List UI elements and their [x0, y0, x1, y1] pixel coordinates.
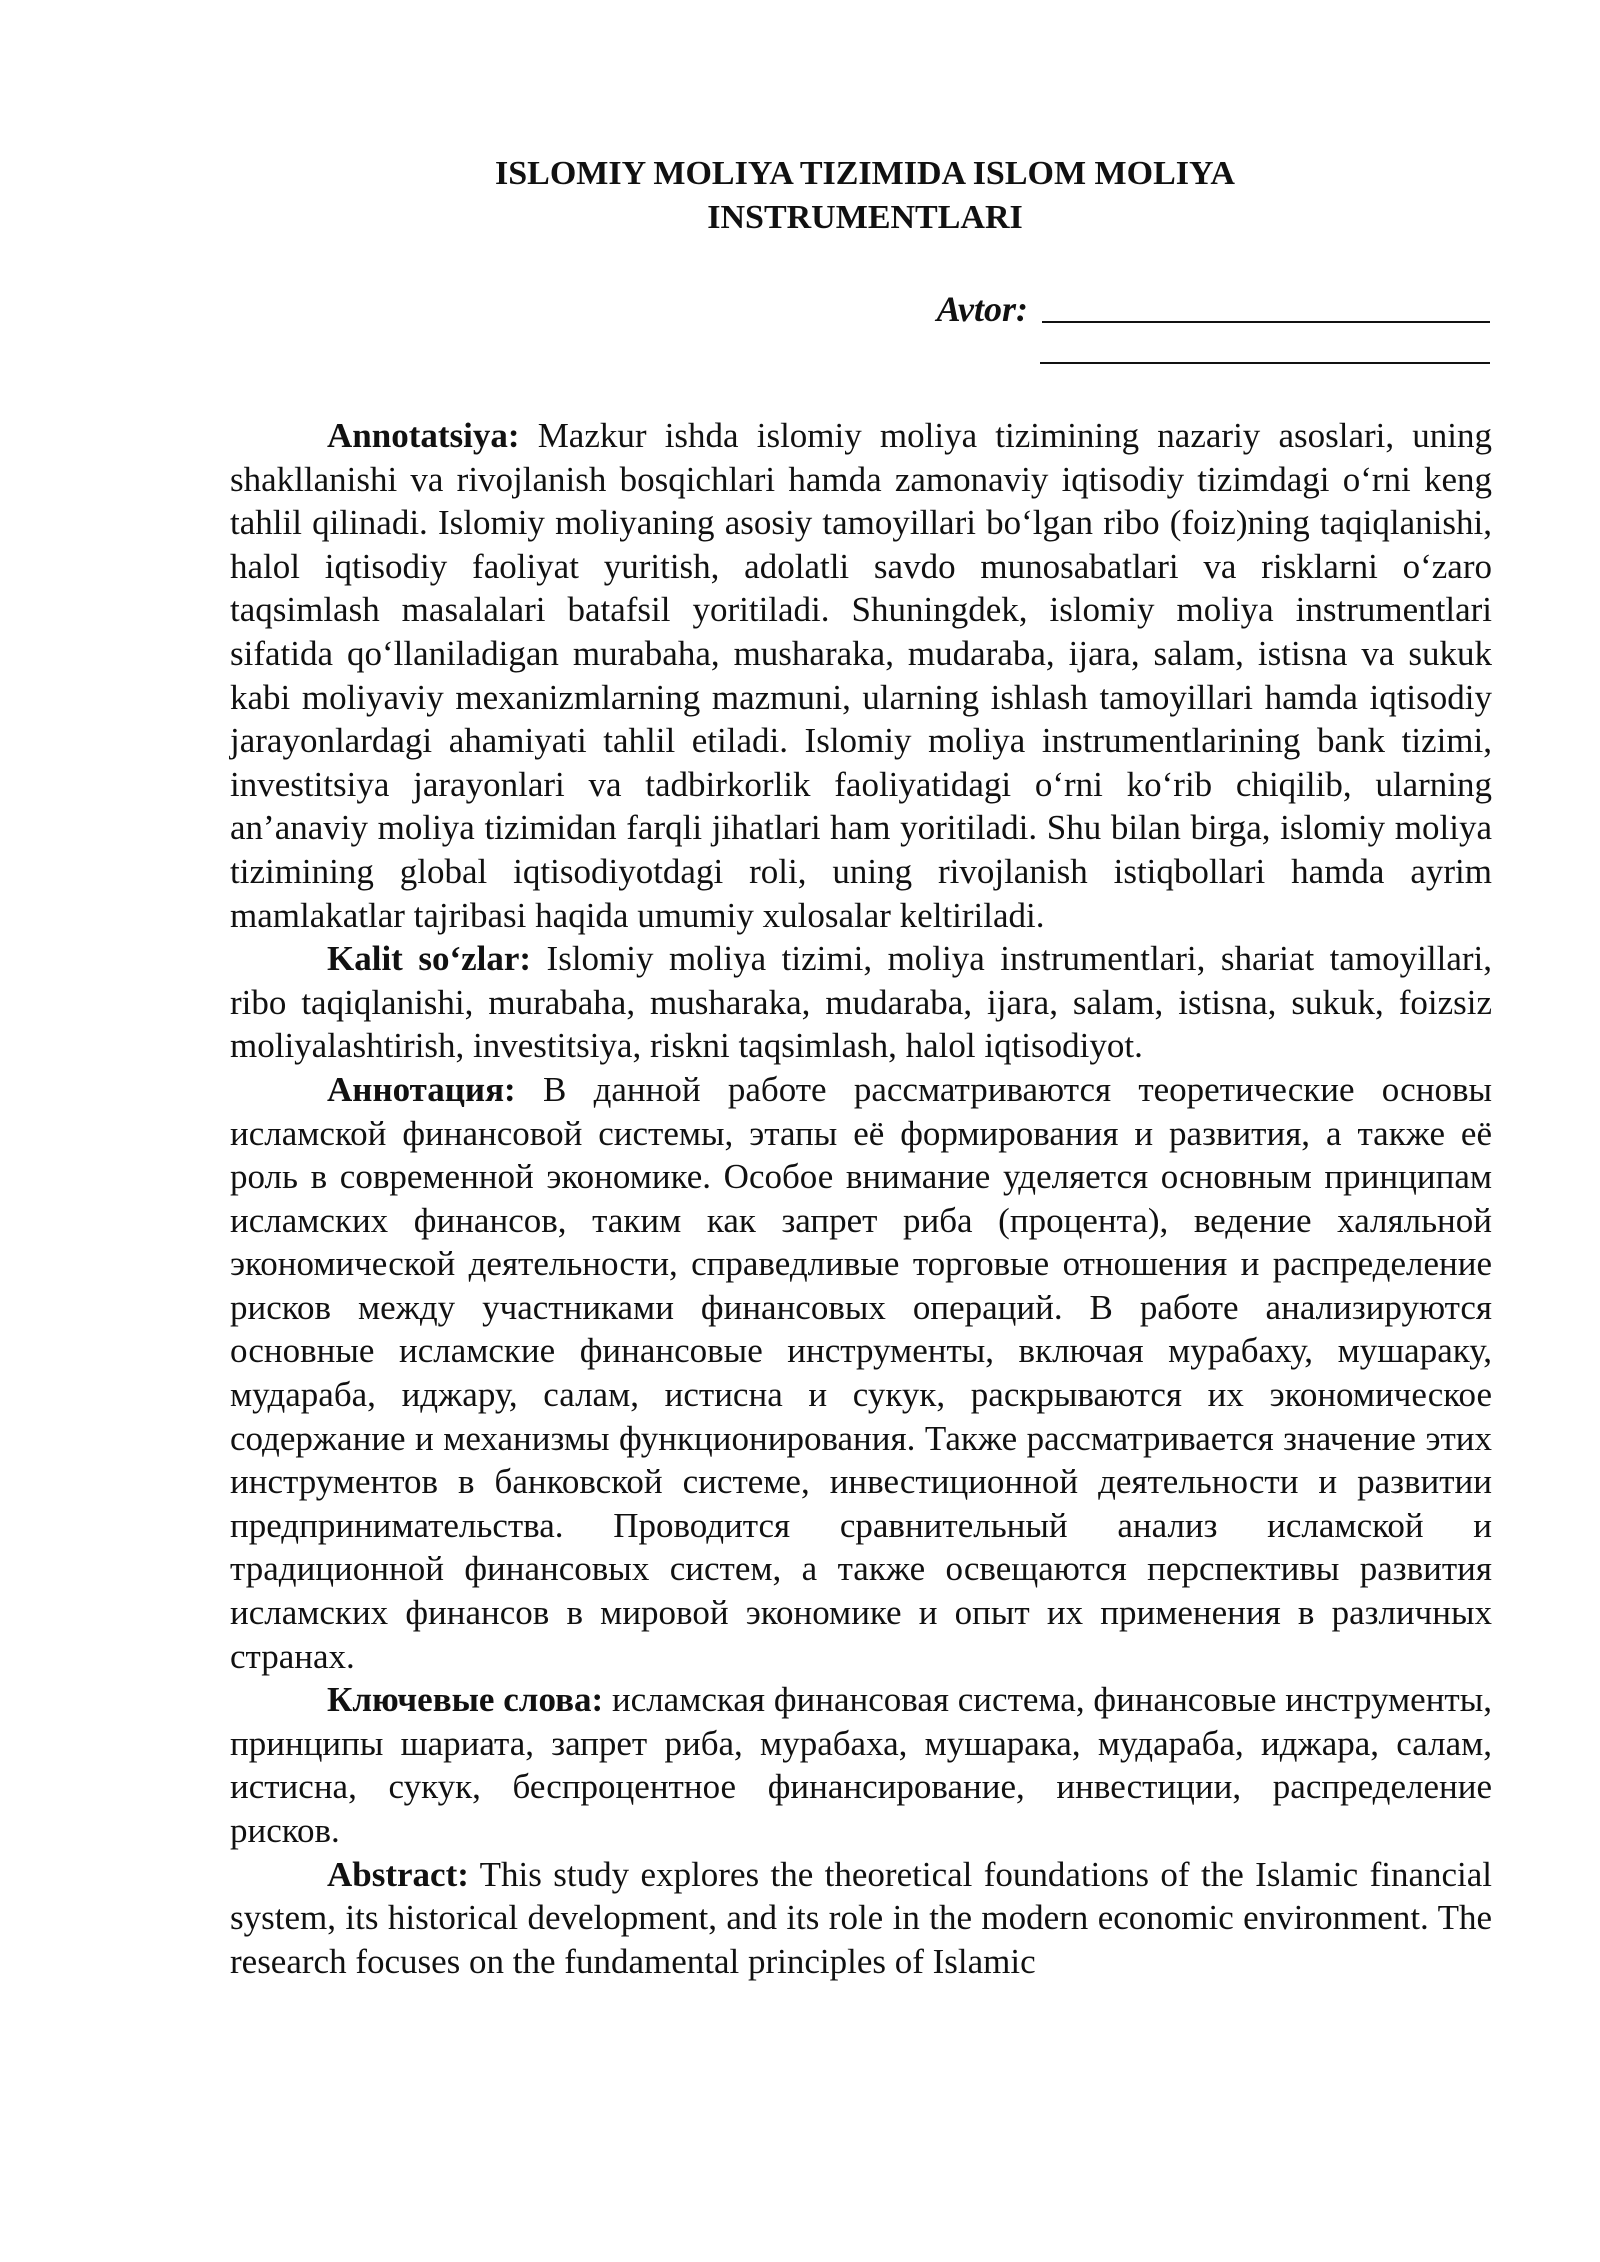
paragraph-text: В данной работе рассматриваются теоретические основы исламской финансовой системы, этапы её формирования и развития, а также её роль в современной экономике. Особое внимание уделяется основным принципам исламских финансов, таким как запрет риба (процента), ведение халяльной экономической деятельности, справедливые торговые отношения и распределение рисков между участниками финансовых операций. В работе анализируются основные исламские финансовые инструменты, включая мурабаху, мушараку, мудараба, иджару, салам, истисна и сукук, раскрываются их экономическое содержание и механизмы функционирования. Также рассматривается значение этих инструментов в банковской системе, инвестиционной деятельности и развитии предпринимательства. Проводится сравнительный анализ исламской и традиционной финансовых систем, а также освещаются перспективы развития исламских финансов в мировой экономике и опыт их применения в различных странах.	[230, 1069, 1492, 1676]
paragraph-label: Аннотация:	[327, 1069, 516, 1109]
paragraph-annotatsiya	[230, 414, 1492, 937]
paragraph-label: Annotatsiya:	[327, 416, 520, 455]
author-label: Avtor:	[936, 289, 1028, 329]
author-blank-line	[1042, 287, 1490, 323]
title-line-1: ISLOMIY MOLIYA TIZIMIDA ISLOM MOLIYA	[495, 155, 1235, 192]
author-blank-line-2	[1040, 362, 1490, 364]
title-line-2: INSTRUMENTLARI	[707, 199, 1023, 236]
paragraph-kalit-sozlar	[230, 937, 1492, 1068]
author-field	[900, 284, 1490, 334]
paragraph-annotatsiya-ru	[230, 1068, 1492, 1678]
paragraph-text: исламская финансовая система, финансовые инструменты, принципы шариата, запрет риба, мурабаха, мушарака, мудараба, иджара, салам, истисна, сукук, беспроцентное финансирование, инвестиции, распределение рисков.	[230, 1680, 1492, 1850]
document-title	[230, 152, 1500, 240]
paragraph-klyuchevye-slova	[230, 1678, 1492, 1852]
document-body	[230, 414, 1492, 1983]
paragraph-text: This study explores the theoretical foundations of the Islamic financial system, its historical development, and its role in the modern economic environment. The research focuses on the fundamental principles of Islamic	[230, 1854, 1492, 1981]
paragraph-label: Ключевые слова:	[327, 1680, 604, 1720]
paragraph-abstract	[230, 1853, 1492, 1984]
paragraph-label: Kalit so‘zlar:	[327, 939, 532, 979]
paragraph-text: Mazkur ishda islomiy moliya tizimining nazariy asoslari, uning shakllanishi va rivojlanish bosqichlari hamda zamonaviy iqtisodiy tizimdagi o‘rni keng tahlil qilinadi. Islomiy moliyaning asosiy tamoyillari bo‘lgan ribo (foiz)ning taqiqlanishi, halol iqtisodiy faoliyat yuritish, adolatli savdo munosabatlari va risklarni o‘zaro taqsimlash masalalari batafsil yoritiladi. Shuningdek, islomiy moliya instrumentlari sifatida qo‘llaniladigan murabaha, musharaka, mudaraba, ijara, salam, istisna va sukuk kabi moliyaviy mexanizmlarning mazmuni, ularning ishlash tamoyillari hamda iqtisodiy jarayonlardagi ahamiyati tahlil etiladi. Islomiy moliya instrumentlarining bank tizimi, investitsiya jarayonlari va tadbirkorlik faoliyatidagi o‘rni ko‘rib chiqilib, ularning an’anaviy moliya tizimidan farqli jihatlari ham yoritiladi. Shu bilan birga, islomiy moliya tizimining global iqtisodiyotdagi roli, uning rivojlanish istiqbollari hamda ayrim mamlakatlar tajribasi haqida umumiy xulosalar keltiriladi.	[230, 416, 1492, 935]
paragraph-text: Islomiy moliya tizimi, moliya instrumentlari, shariat tamoyillari, ribo taqiqlanishi, murabaha, musharaka, mudaraba, ijara, salam, istisna, sukuk, foizsiz moliyalashtirish, investitsiya, riskni taqsimlash, halol iqtisodiyot.	[230, 939, 1492, 1066]
paragraph-label: Abstract:	[327, 1854, 469, 1894]
